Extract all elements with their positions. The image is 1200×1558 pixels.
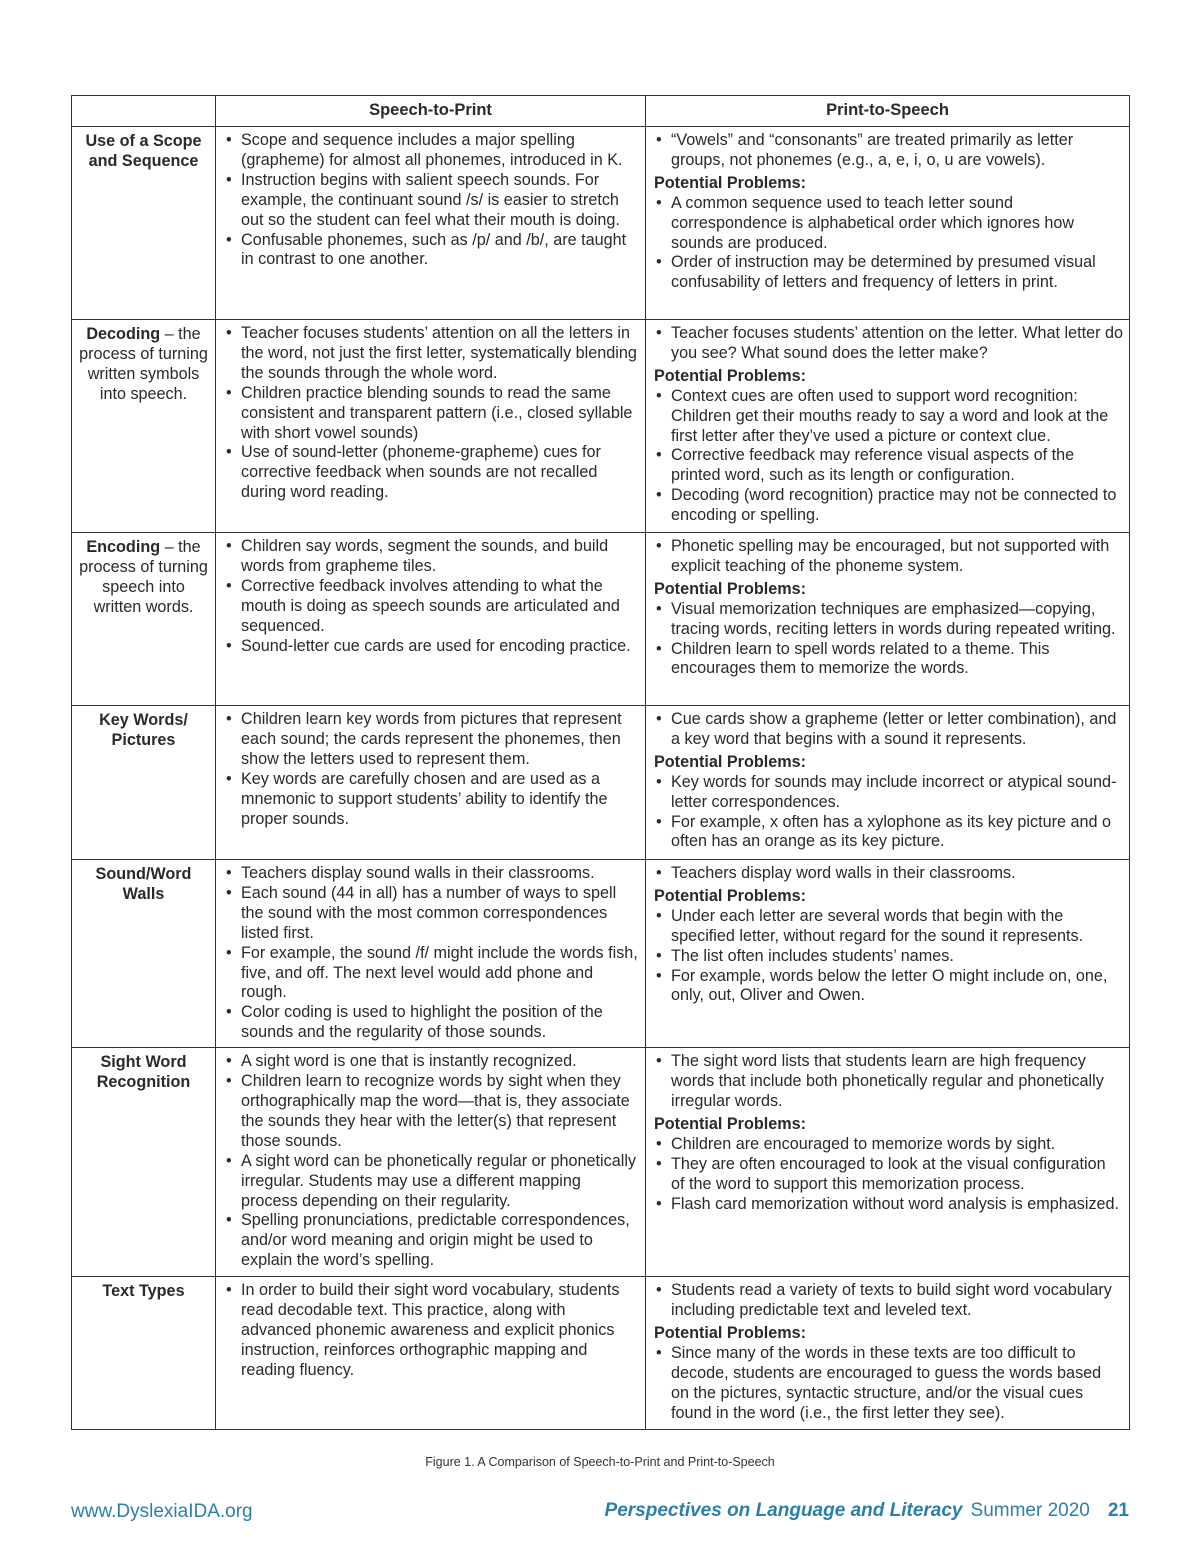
list-item: • Children learn key words from pictures that represent each sound; the cards represent the phonemes, then show the letters used to represent them. [224, 710, 639, 770]
row-title: Encoding [86, 538, 161, 556]
list-item: • A common sequence used to teach letter sound correspondence is alphabetical order which ignores how sounds are produced. [654, 194, 1123, 254]
list-item: • Scope and sequence includes a major spelling (grapheme) for almost all phonemes, introduced in K. [224, 131, 639, 171]
list-item: • Corrective feedback may reference visual aspects of the printed word, such as its length or configuration. [654, 446, 1123, 486]
row-title: Sound/Word Walls [95, 865, 192, 903]
list-item: • Corrective feedback involves attending to what the mouth is doing as speech sounds are articulated and sequenced. [224, 577, 639, 637]
list-item: • Teachers display sound walls in their classrooms. [224, 864, 639, 884]
list-item: • Children are encouraged to memorize words by sight. [654, 1135, 1123, 1155]
row-heading [72, 1277, 216, 1430]
row-title: Decoding [86, 325, 161, 343]
footer-journal-title: Perspectives on Language and Literacy [604, 1500, 963, 1521]
speech-to-print-cell [216, 706, 646, 860]
list-item: • For example, the sound /f/ might include the words fish, five, and off. The next level would add phone and rough. [224, 944, 639, 1004]
problem-bullets [654, 600, 1123, 680]
potential-problems-label: Potential Problems: [654, 366, 807, 385]
table-row [72, 533, 1130, 706]
print-bullets [654, 1281, 1123, 1321]
header-blank [72, 96, 216, 127]
table-row [72, 320, 1130, 533]
list-item: • Order of instruction may be determined by presumed visual confusability of letters and frequency of letters in print. [654, 253, 1123, 293]
speech-to-print-cell [216, 1048, 646, 1277]
print-to-speech-cell [646, 127, 1130, 320]
table-row [72, 1277, 1130, 1430]
row-description: – the process of turning speech into written words. [79, 538, 208, 616]
list-item: • A sight word can be phonetically regular or phonetically irregular. Students may use a different mapping process depending on their regularity. [224, 1152, 639, 1212]
list-item: • For example, x often has a xylophone as its key picture and o often has an orange as its key picture. [654, 813, 1123, 853]
speech-to-print-cell [216, 320, 646, 533]
print-to-speech-cell [646, 320, 1130, 533]
list-item: • Sound-letter cue cards are used for encoding practice. [224, 637, 639, 657]
row-description: – the process of turning written symbols into speech. [79, 325, 208, 403]
comparison-table [71, 95, 1130, 1430]
list-item: • Under each letter are several words that begin with the specified letter, without regard for the sound it represents. [654, 907, 1123, 947]
speech-bullets [224, 1281, 639, 1381]
speech-to-print-cell [216, 860, 646, 1048]
table-row [72, 1048, 1130, 1277]
potential-problems-label: Potential Problems: [654, 579, 807, 598]
list-item: • Spelling pronunciations, predictable correspondences, and/or word meaning and origin might be used to explain the word’s spelling. [224, 1211, 639, 1271]
footer-website[interactable]: www.DyslexiaIDA.org [71, 1501, 253, 1522]
print-bullets [654, 864, 1123, 884]
problem-bullets [654, 1135, 1123, 1215]
list-item: • Key words are carefully chosen and are used as a mnemonic to support students’ ability to identify the proper sounds. [224, 770, 639, 830]
row-title: Key Words/ Pictures [99, 711, 188, 749]
print-bullets [654, 537, 1123, 577]
row-title: Text Types [102, 1282, 185, 1301]
speech-bullets [224, 537, 639, 656]
table-body [72, 127, 1130, 1430]
problem-bullets [654, 1344, 1123, 1424]
list-item: • Each sound (44 in all) has a number of ways to spell the sound with the most common correspondences listed first. [224, 884, 639, 944]
list-item: • Children say words, segment the sounds, and build words from grapheme tiles. [224, 537, 639, 577]
list-item: • A sight word is one that is instantly recognized. [224, 1052, 639, 1072]
list-item: • Teachers display word walls in their classrooms. [654, 864, 1123, 884]
row-heading [72, 1048, 216, 1277]
print-bullets [654, 1052, 1123, 1112]
list-item: • For example, words below the letter O might include on, one, only, out, Oliver and Owen. [654, 967, 1123, 1007]
list-item: • Teacher focuses students’ attention on the letter. What letter do you see? What sound does the letter make? [654, 324, 1123, 364]
speech-to-print-cell [216, 533, 646, 706]
table-row [72, 706, 1130, 860]
potential-problems-label: Potential Problems: [654, 886, 807, 905]
print-to-speech-cell [646, 1048, 1130, 1277]
list-item: • Context cues are often used to support word recognition: Children get their mouths ready to say a word and look at the first letter after they’ve used a picture or context clue. [654, 387, 1123, 447]
list-item: • Flash card memorization without word analysis is emphasized. [654, 1195, 1123, 1215]
footer-page-number: 21 [1107, 1500, 1129, 1521]
print-to-speech-cell [646, 1277, 1130, 1430]
table-row [72, 127, 1130, 320]
list-item: • Phonetic spelling may be encouraged, but not supported with explicit teaching of the phoneme system. [654, 537, 1123, 577]
list-item: • Since many of the words in these texts are too difficult to decode, students are encouraged to guess the words based on the pictures, syntactic structure, and/or the visual cues found in the word (i.e., the first letter they see). [654, 1344, 1123, 1424]
list-item: • Instruction begins with salient speech sounds. For example, the continuant sound /s/ is easier to stretch out so the student can feel what their mouth is doing. [224, 171, 639, 231]
speech-bullets [224, 710, 639, 829]
list-item: • Children learn to recognize words by sight when they orthographically map the word—that is, they associate the sounds they hear with the letter(s) that represent those sounds. [224, 1072, 639, 1152]
row-heading [72, 706, 216, 860]
list-item: • The list often includes students’ names. [654, 947, 1123, 967]
list-item: • “Vowels” and “consonants” are treated primarily as letter groups, not phonemes (e.g., a, e, i, o, u are vowels). [654, 131, 1123, 171]
list-item: • Key words for sounds may include incorrect or atypical sound-letter correspondences. [654, 773, 1123, 813]
speech-to-print-cell [216, 127, 646, 320]
list-item: • They are often encouraged to look at the visual configuration of the word to support this memorization process. [654, 1155, 1123, 1195]
row-heading [72, 127, 216, 320]
speech-to-print-cell [216, 1277, 646, 1430]
list-item: • Children practice blending sounds to read the same consistent and transparent pattern (i.e., closed syllable with short vowel sounds) [224, 384, 639, 444]
problem-bullets [654, 387, 1123, 526]
print-bullets [654, 324, 1123, 364]
print-to-speech-cell [646, 860, 1130, 1048]
table-row [72, 860, 1130, 1048]
header-speech-to-print: Speech-to-Print [216, 96, 646, 127]
problem-bullets [654, 907, 1123, 1007]
footer-publication [605, 1500, 1129, 1522]
footer-issue: Summer 2020 [970, 1500, 1090, 1521]
print-to-speech-cell [646, 533, 1130, 706]
row-heading [72, 320, 216, 533]
speech-bullets [224, 864, 639, 1043]
potential-problems-label: Potential Problems: [654, 752, 807, 771]
list-item: • In order to build their sight word vocabulary, students read decodable text. This practice, along with advanced phonemic awareness and explicit phonics instruction, reinforces orthographic mapping and reading fluency. [224, 1281, 639, 1381]
problem-bullets [654, 773, 1123, 853]
list-item: • Students read a variety of texts to build sight word vocabulary including predictable text and leveled text. [654, 1281, 1123, 1321]
list-item: • Children learn to spell words related to a theme. This encourages them to memorize the words. [654, 640, 1123, 680]
figure-caption: Figure 1. A Comparison of Speech-to-Print and Print-to-Speech [425, 1455, 775, 1469]
list-item: • Teacher focuses students’ attention on all the letters in the word, not just the first letter, systematically blending the sounds through the whole word. [224, 324, 639, 384]
potential-problems-label: Potential Problems: [654, 1323, 807, 1342]
print-bullets [654, 131, 1123, 171]
row-title: Use of a Scope and Sequence [85, 132, 202, 170]
table-header-row [72, 96, 1130, 127]
list-item: • Cue cards show a grapheme (letter or letter combination), and a key word that begins with a sound it represents. [654, 710, 1123, 750]
row-heading [72, 860, 216, 1048]
print-to-speech-cell [646, 706, 1130, 860]
potential-problems-label: Potential Problems: [654, 1114, 807, 1133]
list-item: • Visual memorization techniques are emphasized—copying, tracing words, reciting letters in words during repeated writing. [654, 600, 1123, 640]
print-bullets [654, 710, 1123, 750]
header-print-to-speech: Print-to-Speech [646, 96, 1130, 127]
speech-bullets [224, 131, 639, 270]
row-title: Sight Word Recognition [96, 1053, 191, 1092]
list-item: • Decoding (word recognition) practice may not be connected to encoding or spelling. [654, 486, 1123, 526]
list-item: • The sight word lists that students learn are high frequency words that include both phonetically regular and phonetically irregular words. [654, 1052, 1123, 1112]
potential-problems-label: Potential Problems: [654, 173, 807, 192]
list-item: • Color coding is used to highlight the position of the sounds and the regularity of those sounds. [224, 1003, 639, 1043]
speech-bullets [224, 1052, 639, 1271]
list-item: • Use of sound-letter (phoneme-grapheme) cues for corrective feedback when sounds are not recalled during word reading. [224, 443, 639, 503]
problem-bullets [654, 194, 1123, 294]
row-heading [72, 533, 216, 706]
list-item: • Confusable phonemes, such as /p/ and /b/, are taught in contrast to one another. [224, 231, 639, 271]
speech-bullets [224, 324, 639, 503]
